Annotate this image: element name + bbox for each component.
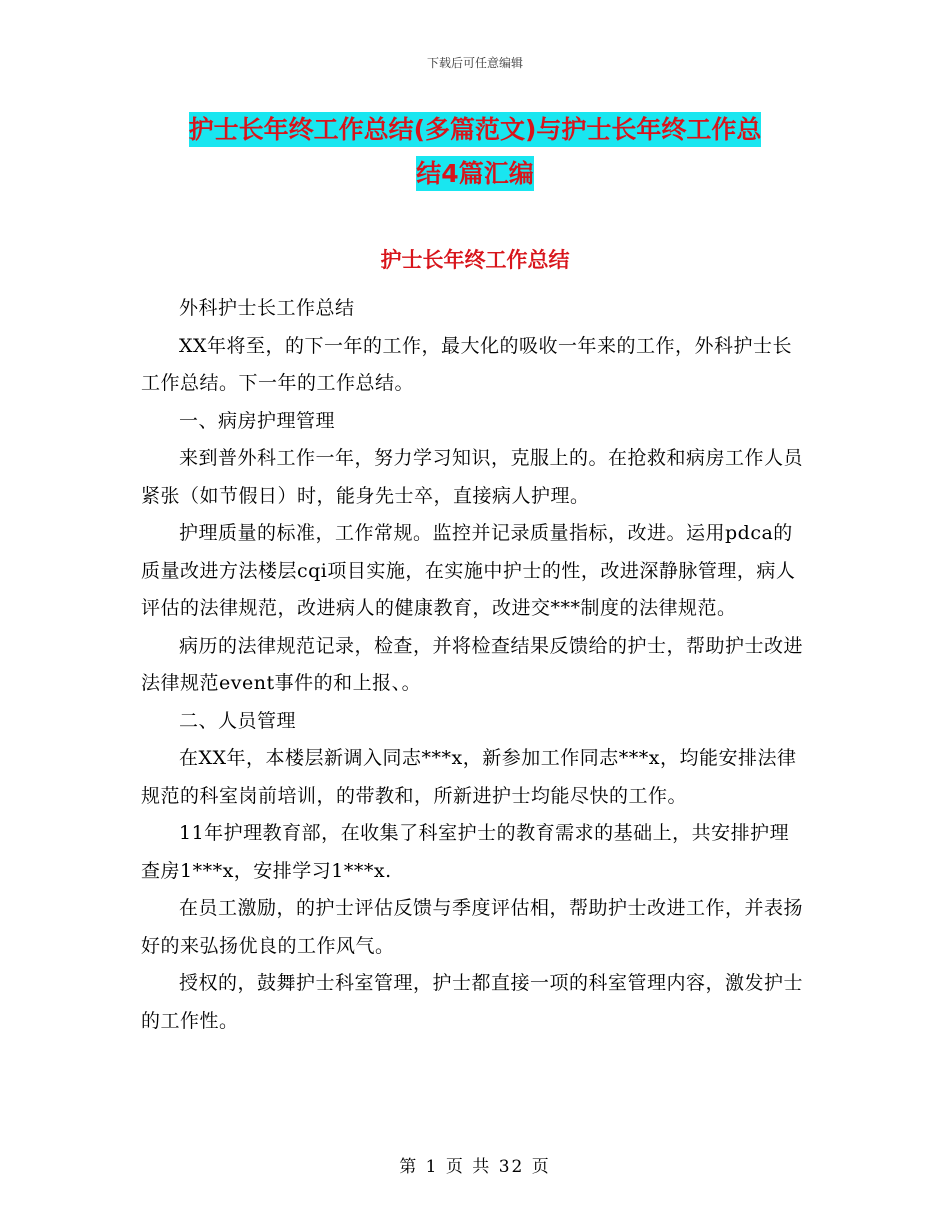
document-body <box>141 290 806 1040</box>
section-title: 护士长年终工作总结 <box>380 248 570 272</box>
paragraph: 在员工激励，的护士评估反馈与季度评估相，帮助护士改进工作，并表扬好的来弘扬优良的工作风气。 <box>141 897 804 957</box>
page-header: 下载后可任意编辑 <box>426 56 523 70</box>
paragraph: 一、病房护理管理 <box>179 409 336 432</box>
paragraph: 病历的法律规范记录，检查，并将检查结果反馈给的护士，帮助护士改进法律规范event事件的和上报、。 <box>141 634 804 694</box>
paragraph: 授权的，鼓舞护士科室管理，护士都直接一项的科室管理内容，激发护士的工作性。 <box>141 972 804 1032</box>
paragraph: 在XX年，本楼层新调入同志***x，新参加工作同志***x，均能安排法律规范的科室岗前培训，的带教和，所新进护士均能尽快的工作。 <box>141 747 797 807</box>
paragraph: XX年将至，的下一年的工作，最大化的吸收一年来的工作，外科护士长工作总结。下一年的工作总结。 <box>141 334 793 394</box>
paragraph: 外科护士长工作总结 <box>179 297 355 319</box>
paragraph: 来到普外科工作一年，努力学习知识，克服上的。在抢救和病房工作人员紧张（如节假日）时，能身先士卒，直接病人护理。 <box>141 447 804 507</box>
paragraph: 二、人员管理 <box>179 709 297 732</box>
document-title-line-2: 结4篇汇编 <box>140 152 810 196</box>
page-footer: 第 1 页 共 32 页 <box>399 1157 551 1177</box>
paragraph: 11年护理教育部，在收集了科室护士的教育需求的基础上，共安排护理查房1***x，安排学习1***x. <box>141 822 790 882</box>
document-title-line-1: 护士长年终工作总结(多篇范文)与护士长年终工作总 <box>140 108 810 152</box>
paragraph: 护理质量的标准，工作常规。监控并记录质量指标，改进。运用pdca的质量改进方法楼层cqi项目实施，在实施中护士的性，改进深静脉管理，病人评估的法律规范，改进病人的健康教育，改进交***制度的法律规范。 <box>141 522 796 619</box>
